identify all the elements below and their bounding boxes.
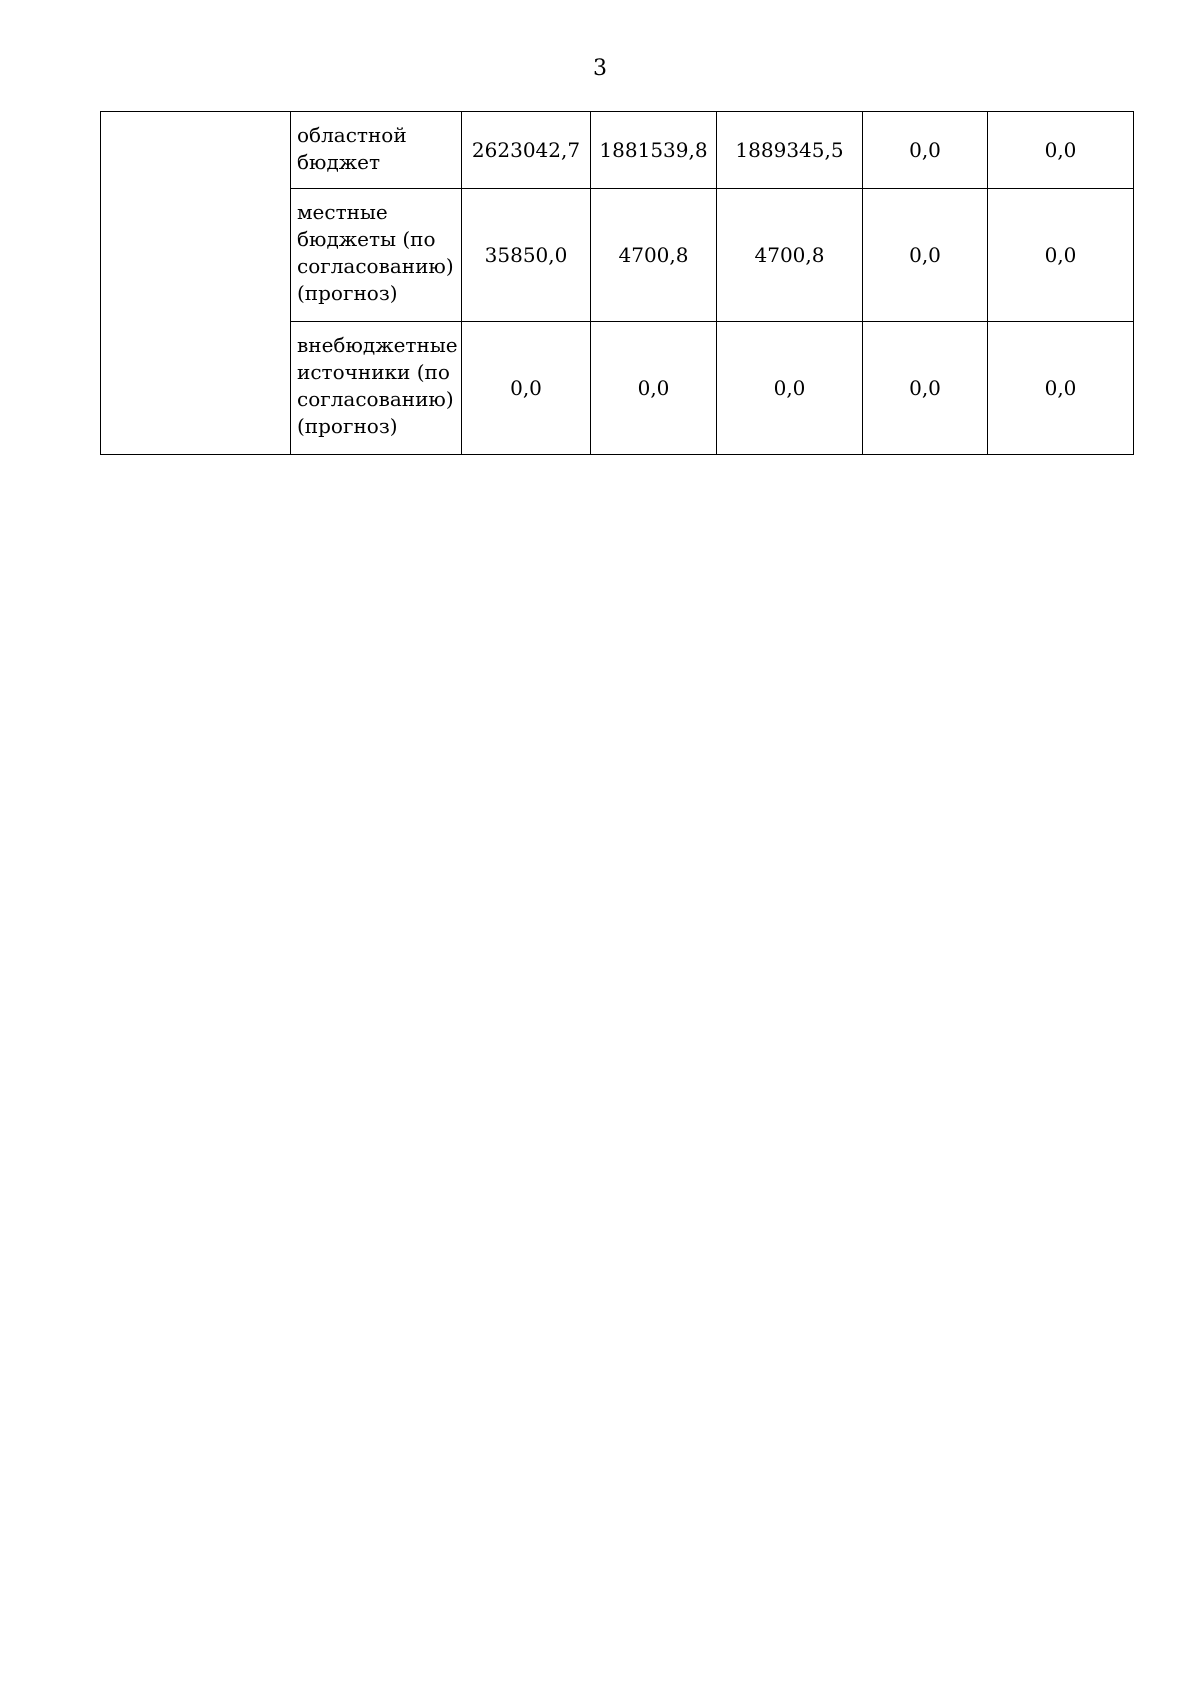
table-cell: 0,0 bbox=[717, 322, 863, 455]
table-cell: 0,0 bbox=[591, 322, 717, 455]
table-cell: 4700,8 bbox=[591, 189, 717, 322]
table-cell: 0,0 bbox=[988, 112, 1134, 189]
budget-table bbox=[100, 111, 1134, 455]
table-cell: 35850,0 bbox=[462, 189, 591, 322]
page-number: 3 bbox=[593, 56, 607, 81]
table-cell: 4700,8 bbox=[717, 189, 863, 322]
table-cell: 0,0 bbox=[462, 322, 591, 455]
row-label: внебюджетные источники (по согласованию) (прогноз) bbox=[291, 322, 462, 455]
row-label: областной бюджет bbox=[291, 112, 462, 189]
table-cell: 1889345,5 bbox=[717, 112, 863, 189]
table-cell: 1881539,8 bbox=[591, 112, 717, 189]
table-cell: 0,0 bbox=[988, 322, 1134, 455]
table-cell: 0,0 bbox=[988, 189, 1134, 322]
table-row bbox=[101, 112, 1134, 189]
empty-cell bbox=[101, 112, 291, 455]
table-cell: 0,0 bbox=[863, 112, 988, 189]
row-label: местные бюджеты (по согласованию) (прогноз) bbox=[291, 189, 462, 322]
table-cell: 0,0 bbox=[863, 322, 988, 455]
table-cell: 0,0 bbox=[863, 189, 988, 322]
table-cell: 2623042,7 bbox=[462, 112, 591, 189]
